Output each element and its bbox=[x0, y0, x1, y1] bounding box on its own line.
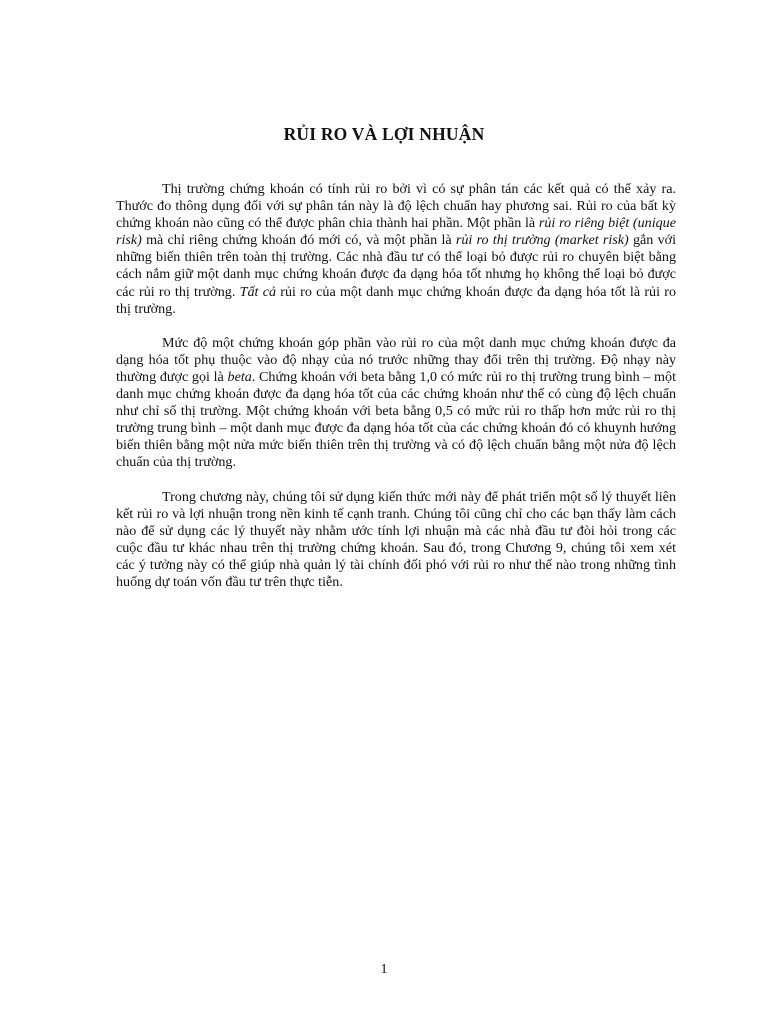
emphasis-tat-ca: Tất cả bbox=[239, 283, 276, 300]
page-title: RỦI RO VÀ LỢI NHUẬN bbox=[283, 124, 485, 144]
paragraph-1 bbox=[116, 181, 676, 318]
paragraph-1-text-4: rủi ro của một danh mục chứng khoán được đa dạng hóa tốt là rủi ro thị trường. bbox=[116, 283, 676, 317]
term-beta: beta bbox=[227, 368, 252, 385]
page-number: 1 bbox=[380, 962, 388, 977]
paragraph-2-text-1: Mức độ một chứng khoán góp phần vào rủi ro của một danh mục chứng khoán được đa dạng hóa tốt phụ thuộc vào độ nhạy của nó trước những thay đổi trên thị trường. Độ nhạy này thường được gọi là bbox=[116, 334, 676, 385]
paragraph-2-text-2: . Chứng khoán với beta bằng 1,0 có mức rủi ro thị trường trung bình – một danh mục chứng khoán được đa dạng hóa tốt của các chứng khoán như thế có cùng độ lệch chuẩn như chỉ số thị trường. Một chứng khoán với beta bằng 0,5 có mức rủi ro thấp hơn mức rủi ro thị trường trung bình – một danh mục được đa dạng hóa tốt của các chứng khoán đó có khuynh hướng biến thiên bằng một nửa mức biến thiên trên thị trường và có độ lệch chuẩn bằng một nửa độ lệch chuẩn của thị trường. bbox=[116, 368, 676, 471]
term-unique-risk: rủi ro riêng biệt (unique risk) bbox=[116, 215, 676, 249]
paragraph-1-text-3: gắn với những biến thiên trên toàn thị trường. Các nhà đầu tư có thể loại bỏ được rủi ro chuyên biệt bằng cách nắm giữ một danh mục chứng khoán được đa dạng hóa tốt nhưng họ không thể loại bỏ được các rủi ro thị trường. bbox=[116, 232, 676, 300]
paragraph-1-text-2: mà chỉ riêng chứng khoán đó mới có, và một phần là bbox=[141, 232, 456, 249]
term-market-risk: rủi ro thị trường (market risk) bbox=[455, 232, 629, 249]
paragraph-1-text-1: Thị trường chứng khoán có tính rủi ro bởi vì có sự phân tán các kết quả có thể xảy ra. Thước đo thông dụng đối với sự phân tán này là độ lệch chuẩn hay phương sai. Rủi ro của bất kỳ chứng khoán nào cũng có thể được phân chia thành hai phần. Một phần là bbox=[116, 181, 676, 232]
paragraph-3: Trong chương này, chúng tôi sử dụng kiến thức mới này để phát triển một số lý thuyết liên kết rủi ro và lợi nhuận trong nền kinh tế cạnh tranh. Chúng tôi cũng chỉ cho các bạn thấy làm cách nào để sử dụng các lý thuyết này nhằm ước tính lợi nhuận mà các nhà đầu tư đòi hỏi trong các cuộc đầu tư khác nhau trên thị trường chứng khoán. Sau đó, trong Chương 9, chúng tôi xem xét các ý tưởng này có thể giúp nhà quản lý tài chính đối phó với rủi ro như thế nào trong những tình huống dự toán vốn đầu tư trên thực tiễn. bbox=[116, 488, 676, 590]
body-text bbox=[116, 181, 676, 608]
paragraph-2 bbox=[116, 335, 676, 472]
